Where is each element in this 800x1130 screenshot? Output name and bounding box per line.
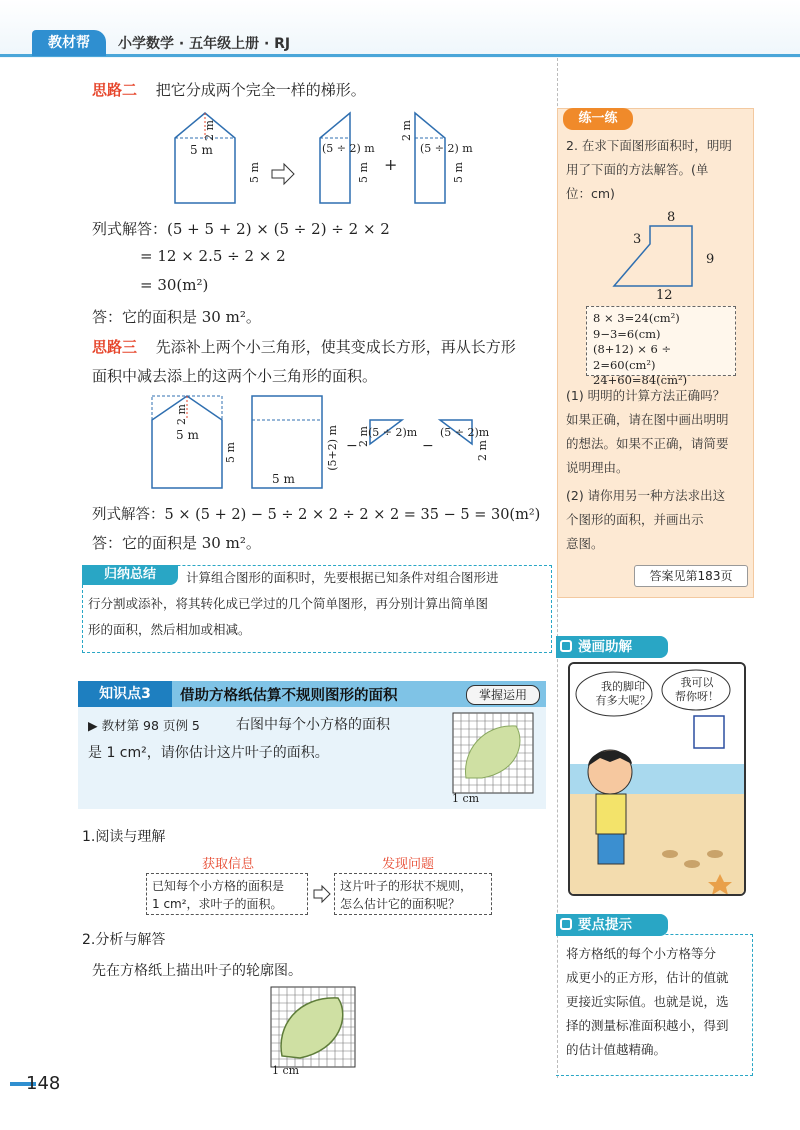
m3-half-1: (5 ÷ 2)m xyxy=(368,426,418,439)
exercise-tag: 练一练 xyxy=(563,108,633,130)
arrow-right-icon xyxy=(312,884,332,904)
get-info-2: 1 cm²，求叶子的面积。 xyxy=(152,897,283,911)
find-problem-2: 怎么估计它的面积呢？ xyxy=(340,897,461,911)
m2-calc-2: = 12 × 2.5 ÷ 2 × 2 xyxy=(140,247,286,265)
read-heading: 1.阅读与理解 xyxy=(82,829,166,845)
m3-label-5m: 5 m xyxy=(176,428,199,442)
m2-label-half-left: (5 ÷ 2) m xyxy=(322,142,375,155)
kp-badge: 知识点3 xyxy=(78,681,172,707)
method3-heading xyxy=(92,336,516,358)
m2-label-5m: 5 m xyxy=(190,143,213,157)
ex-label-left: 3 xyxy=(633,232,642,247)
ex-intro-1: 2. 在求下面图形面积时，明明 xyxy=(566,138,732,153)
ex-intro-2: 用了下面的方法解答。(单 xyxy=(566,162,709,177)
m2-label-5m-b: 5 m xyxy=(452,162,465,183)
m3-half-2: (5 ÷ 2)m xyxy=(440,426,490,439)
ex-calc-4: 24+60=84(cm²) xyxy=(593,373,688,387)
ex-q2-1: (2) 请你用另一种方法求出这 xyxy=(566,488,726,503)
find-problem-box xyxy=(334,873,492,915)
tips-text xyxy=(566,942,746,1062)
tips-line-1: 将方格纸的每个小方格等分 xyxy=(566,946,717,961)
ex-label-top: 8 xyxy=(667,210,676,225)
m3-label-5m-bottom: 5 m xyxy=(272,472,295,486)
m2-calc-3: = 30(m²) xyxy=(140,276,209,294)
get-info-1: 已知每个小方格的面积是 xyxy=(152,879,285,893)
m2-answer: 答：它的面积是 30 m²。 xyxy=(92,308,261,326)
bubble-right-2: 帮你呀！ xyxy=(675,690,719,703)
boy-legs xyxy=(598,834,624,864)
bubble-left-text xyxy=(584,680,662,708)
find-problem-label: 发现问题 xyxy=(382,857,435,872)
m3-calc: 列式解答：5 × (5 + 2) − 5 ÷ 2 × 2 ÷ 2 × 2 = 35 − 5 = 30(m²) xyxy=(92,507,541,523)
m3-two-1: 2 m xyxy=(357,426,370,447)
m3-two-2: 2 m xyxy=(476,440,489,461)
hand-icon xyxy=(560,640,572,652)
method2-heading xyxy=(92,79,366,101)
bubble-right-1: 我可以 xyxy=(680,676,714,689)
m2-calc-1: 列式解答：(5 + 5 + 2) × (5 ÷ 2) ÷ 2 × 2 xyxy=(92,220,390,238)
ex-label-right: 9 xyxy=(706,252,715,267)
method3-text-1: 先添补上两个小三角形，使其变成长方形，再从长方形 xyxy=(155,338,516,356)
ex-intro-3: 位：cm) xyxy=(566,186,615,201)
ex-q1-2: 如果正确，请在图中画出明明 xyxy=(566,412,729,427)
summary-line-1: 计算组合图形的面积时，先要根据已知条件对组合图形进 xyxy=(186,570,499,585)
m2-label-5m-side: 5 m xyxy=(248,162,261,183)
comic-tag xyxy=(556,636,668,658)
ex-q2-2: 个图形的面积，并画出示 xyxy=(566,512,704,527)
comic-tag-label: 漫画助解 xyxy=(578,639,632,655)
summary-line-2: 行分割或添补，将其转化成已学过的几个简单图形，再分别计算出简单图 xyxy=(88,596,489,611)
header-badge: 教材帮 xyxy=(32,30,106,56)
get-info-label: 获取信息 xyxy=(202,857,255,872)
ex-calc-2: 9−3=6(cm) xyxy=(593,326,661,341)
ex-q1-1: (1) 明明的计算方法正确吗？ xyxy=(566,388,726,403)
bubble-left-2: 有多大呢？ xyxy=(595,694,651,707)
kp-text-2: 是 1 cm²，请你估计这片叶子的面积。 xyxy=(88,745,329,761)
m2-label-5m-a: 5 m xyxy=(357,162,370,183)
ex-shape xyxy=(614,226,692,286)
header-rule xyxy=(0,54,800,57)
get-info-box xyxy=(146,873,308,915)
kp-grid-figure xyxy=(452,712,534,794)
ex-q1 xyxy=(566,384,729,480)
ex-calc-box xyxy=(586,306,736,387)
page-number: 148 xyxy=(26,1073,61,1094)
bubble-left-1: 我的脚印 xyxy=(601,680,645,693)
m3-minus-1: − xyxy=(346,438,358,454)
boy-body xyxy=(596,794,626,834)
analyze-heading: 2.分析与解答 xyxy=(82,932,166,948)
m3-label-5m-side: 5 m xyxy=(224,442,237,463)
hand-icon xyxy=(560,918,572,930)
tips-line-3: 更接近实际值。也就是说，选 xyxy=(566,994,729,1009)
summary-line-3: 形的面积，然后相加或相减。 xyxy=(88,622,251,637)
ex-q2-3: 意图。 xyxy=(566,536,604,551)
m3-answer: 答：它的面积是 30 m²。 xyxy=(92,534,261,552)
ex-q2 xyxy=(566,484,725,556)
analyze-grid-figure xyxy=(270,986,356,1068)
kp-level-tag: 掌握运用 xyxy=(466,685,540,705)
kp-ref: ▶ 教材第 98 页例 5 xyxy=(88,718,200,733)
ex-q1-3: 的想法。如果不正确，请简要 xyxy=(566,436,729,451)
m2-label-2m: 2 m xyxy=(203,120,216,141)
tips-tag xyxy=(556,914,668,936)
analyze-unit: 1 cm xyxy=(272,1064,300,1077)
m2-plus: + xyxy=(384,155,398,174)
m2-label-2m-right: 2 m xyxy=(400,120,413,141)
m3-label-2m: 2 m xyxy=(175,404,188,425)
kp-title: 借助方格纸估算不规则图形的面积 xyxy=(180,688,398,704)
grid-character xyxy=(694,716,724,748)
tips-line-5: 的估计值越精确。 xyxy=(566,1042,667,1057)
header-title: 小学数学 · 五年级上册 · RJ xyxy=(118,36,291,52)
answer-ref[interactable]: 答案见第183页 xyxy=(634,565,748,587)
ex-calc-1: 8 × 3=24(cm²) xyxy=(593,311,680,325)
method3-label: 思路三 xyxy=(92,338,138,356)
half-trapezoid-left xyxy=(320,113,350,203)
summary-tag: 归纳总结 xyxy=(82,565,178,585)
tips-tag-label: 要点提示 xyxy=(578,917,632,933)
bubble-right-text xyxy=(664,676,730,704)
tips-line-2: 成更小的正方形，估计的值就 xyxy=(566,970,729,985)
analyze-text: 先在方格纸上描出叶子的轮廓图。 xyxy=(92,963,302,979)
m2-label-half-right: (5 ÷ 2) m xyxy=(420,142,473,155)
kp-text-1: 右图中每个小方格的面积 xyxy=(236,717,390,733)
ex-calc-3: (8+12) × 6 ÷ 2=60(cm²) xyxy=(593,342,672,372)
ex-intro xyxy=(566,134,732,206)
ex-label-bottom: 12 xyxy=(656,288,673,303)
method2-label: 思路二 xyxy=(92,81,138,99)
m3-minus-2: − xyxy=(422,438,434,454)
kp-unit: 1 cm xyxy=(452,792,480,805)
find-problem-1: 这片叶子的形状不规则， xyxy=(340,879,473,893)
method3-text-2: 面积中减去添上的这两个小三角形的面积。 xyxy=(92,367,378,385)
m3-label-5plus2: (5+2) m xyxy=(326,425,339,471)
arrow-right-icon xyxy=(272,164,294,184)
half-trapezoid-right xyxy=(415,113,445,203)
ex-q1-4: 说明理由。 xyxy=(566,460,629,475)
tips-line-4: 择的测量标准面积越小，得到 xyxy=(566,1018,729,1033)
method2-text: 把它分成两个完全一样的梯形。 xyxy=(155,81,366,99)
